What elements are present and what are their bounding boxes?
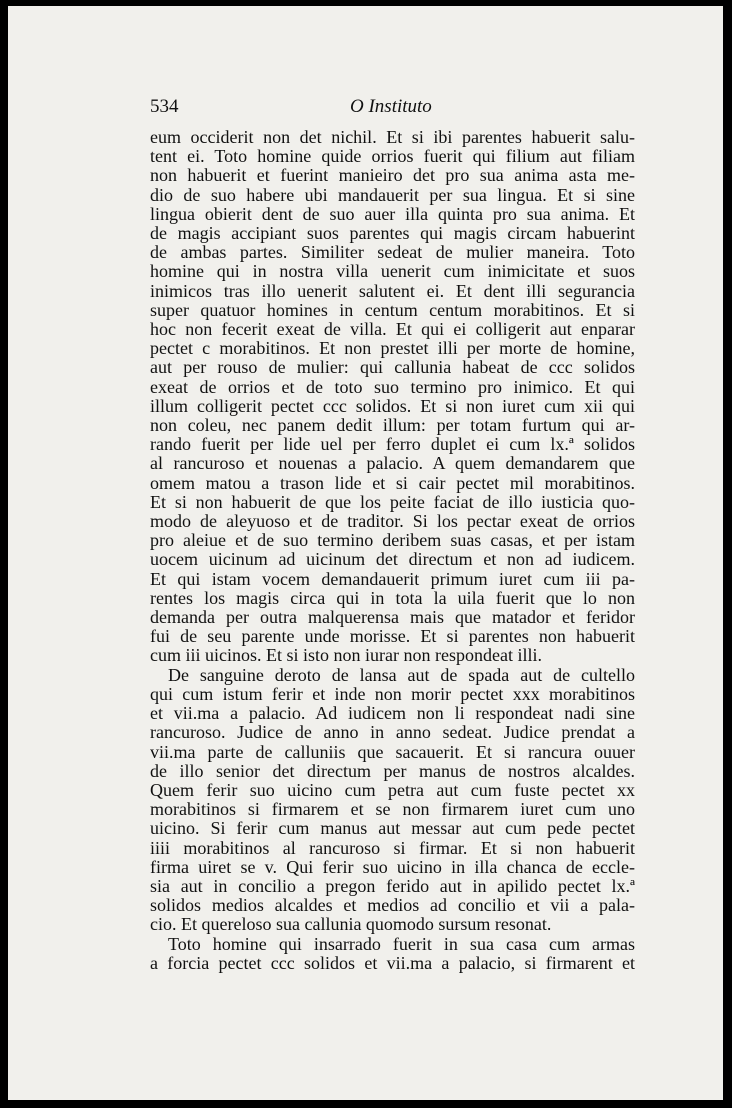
text-line: de ambas partes. Similiter sedeat de mulier maneira. Toto bbox=[150, 242, 635, 263]
text-line: iiii morabitinos al rancuroso si firmar. Et si non habuerit bbox=[150, 837, 635, 858]
text-line: inimicos tras illo uenerit salutent ei. Et dent illi segurancia bbox=[150, 280, 635, 301]
text-line: rando fuerit per lide uel per ferro duplet ei cum lx.ª solidos bbox=[150, 434, 635, 455]
text-line: sia aut in concilio a pregon ferido aut in apilido pectet lx.ª bbox=[150, 875, 635, 896]
page-number: 534 bbox=[150, 96, 179, 117]
text-line: et vii.ma a palacio. Ad iudicem non li respondeat nadi sine bbox=[150, 703, 635, 724]
text-line: pectet c morabitinos. Et non prestet illi per morte de homine, bbox=[150, 338, 635, 359]
text-line: cum iii uicinos. Et si isto non iurar non respondeat illi. bbox=[150, 645, 542, 666]
text-line: super quatuor homines in centum centum morabitinos. Et si bbox=[150, 299, 635, 320]
text-line: de illo senior det directum per manus de nostros alcaldes. bbox=[150, 760, 635, 781]
text-line: Et qui istam vocem demandauerit primum iuret cum iii pa- bbox=[150, 568, 635, 589]
text-line: fui de seu parente unde morisse. Et si parentes non habuerit bbox=[150, 626, 635, 647]
text-line: illum colligerit pectet ccc solidos. Et si non iuret cum xii qui bbox=[150, 395, 635, 416]
text-line: omem matou a trason lide et si cair pectet mil morabitinos. bbox=[150, 472, 635, 493]
text-line: vii.ma parte de calluniis que sacauerit. Et si rancura ouuer bbox=[150, 741, 635, 762]
text-line: solidos medios alcaldes et medios ad concilio et vii a pala- bbox=[150, 895, 635, 916]
text-line: morabitinos si firmarem et se non firmarem iuret cum uno bbox=[150, 799, 635, 820]
page-header bbox=[150, 96, 640, 120]
text-line: Toto homine qui insarrado fuerit in sua casa cum armas bbox=[168, 933, 635, 954]
text-line: hoc non fecerit exeat de villa. Et qui ei colligerit aut enparar bbox=[150, 319, 635, 340]
text-line: a forcia pectet ccc solidos et vii.ma a palacio, si firmarent et bbox=[150, 952, 635, 973]
text-line: lingua obierit dent de suo auer illa quinta pro sua anima. Et bbox=[150, 203, 635, 224]
text-line: eum occiderit non det nichil. Et si ibi parentes habuerit salu- bbox=[150, 127, 635, 147]
text-line: dio de suo habere ubi mandauerit per sua lingua. Et si sine bbox=[150, 184, 635, 205]
text-line: cio. Et quereloso sua callunia quomodo sursum resonat. bbox=[150, 914, 552, 935]
text-line: homine qui in nostra villa uenerit cum inimicitate et suos bbox=[150, 261, 635, 282]
text-line: aut per rouso de mulier: qui callunia habeat de ccc solidos bbox=[150, 357, 635, 378]
text-line: Quem ferir suo uicino cum petra aut cum fuste pectet xx bbox=[150, 779, 635, 800]
text-line: rancuroso. Judice de anno in anno sedeat. Judice prendat a bbox=[150, 722, 635, 743]
text-line: al rancuroso et nouenas a palacio. A quem demandarem que bbox=[150, 453, 635, 474]
text-line: qui cum istum ferir et inde non morir pectet xxx morabitinos bbox=[150, 683, 635, 704]
text-line: rentes los magis circa qui in tota la uila fuerit que lo non bbox=[150, 587, 635, 608]
text-line: Et si non habuerit de que los peite faciat de illo iusticia quo- bbox=[150, 491, 635, 512]
text-line: non coleu, nec panem dedit illum: per totam furtum qui ar- bbox=[150, 415, 635, 436]
text-line: non habuerit et fuerint manieiro det pro sua anima asta me- bbox=[150, 165, 635, 186]
text-line: modo de aleyuoso et de traditor. Si los pectar exeat de orrios bbox=[150, 511, 635, 532]
text-line: uicino. Si ferir cum manus aut messar aut cum pede pectet bbox=[150, 818, 635, 839]
text-line: demanda per outra malquerensa mais que matador et feridor bbox=[150, 607, 635, 628]
running-head: O Instituto bbox=[350, 96, 432, 117]
text-line: firma uiret se v. Qui ferir suo uicino in illa chanca de eccle- bbox=[150, 856, 635, 877]
text-line: De sanguine deroto de lansa aut de spada aut de cultello bbox=[168, 664, 635, 685]
body-text bbox=[150, 128, 635, 973]
text-line: tent ei. Toto homine quide orrios fuerit qui filium aut filiam bbox=[150, 146, 635, 167]
text-line: exeat de orrios et de toto suo termino pro inimico. Et qui bbox=[150, 376, 635, 397]
text-line: pro aleiue et de suo termino deribem suas casas, et per istam bbox=[150, 530, 635, 551]
text-line: uocem uicinum ad uicinum det directum et non ad iudicem. bbox=[150, 549, 635, 570]
text-line: de magis accipiant suos parentes qui magis circam habuerint bbox=[150, 223, 635, 244]
